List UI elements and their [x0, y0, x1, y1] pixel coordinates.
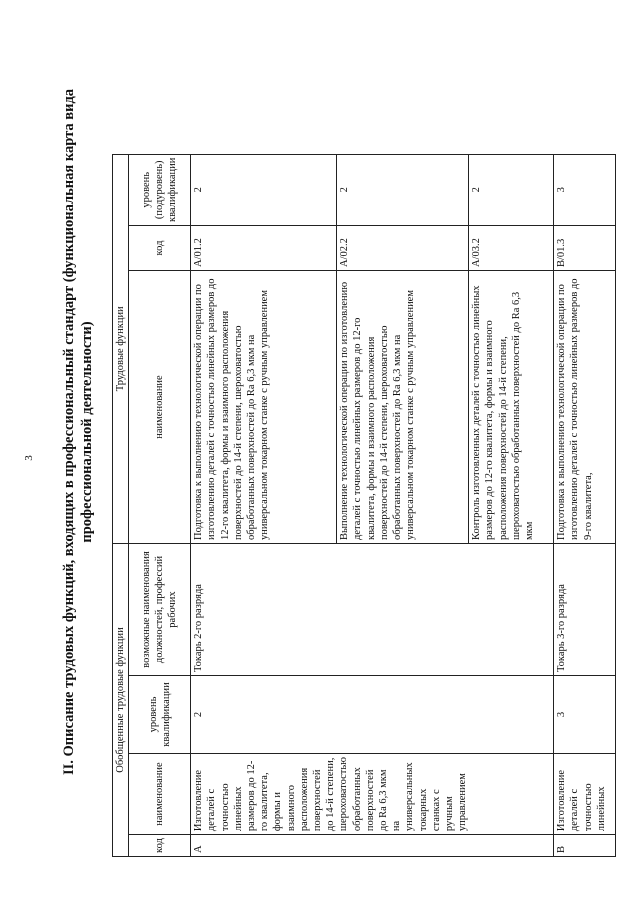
function-a02-code: A/02.2: [337, 226, 469, 271]
function-a02-level: 2: [337, 154, 469, 225]
group-a-code: A: [191, 835, 554, 857]
header-functions: Трудовые функции: [113, 154, 129, 543]
function-a03-level: 2: [469, 154, 554, 225]
function-a02-name: Выполнение технологической операции по изготовлению деталей с точностью линейных размеров до 12-го квалитета, формы и взаимного расположения поверхностей до 14-й степени, шероховатостью обработанных поверхностей до Ra 6,3 мкм на универсальном токарном станке с ручным управлением: [337, 271, 469, 544]
function-a01-code: A/01.2: [191, 226, 337, 271]
group-a-positions: Токарь 2-го разряда: [191, 544, 554, 676]
function-a01-name: Подготовка к выполнению технологической операции по изготовлению деталей с точностью линейных размеров до 12-го квалитета, формы и взаимного расположения поверхностей до 14-й степени, шероховатостью обработанных поверхностей до Ra 6,3 мкм на универсальном токарном станке с ручным управлением: [191, 271, 337, 544]
function-b01-level: 3: [554, 154, 616, 225]
header-function-level: уровень (подуровень) квалификации: [129, 154, 191, 225]
section-title: II. Описание трудовых функций, входящих в профессиональный стандарт (функциональная карта вида профессиональной деятельности): [61, 88, 95, 776]
header-generalized: Обобщенные трудовые функции: [113, 544, 129, 857]
function-a03-name: Контроль изготовленных деталей с точностью линейных размеров до 12-го квалитета, формы и взаимного расположения поверхностей до 14-й степени, шероховатостью обработанных поверхностей до Ra 6,3 мкм: [469, 271, 554, 544]
function-b01-code: B/01.3: [554, 226, 616, 271]
header-level: уровень квалификации: [129, 676, 191, 754]
group-b-level: 3: [554, 676, 616, 754]
header-positions: возможные наименования должностей, профессий рабочих: [129, 544, 191, 676]
function-a01-level: 2: [191, 154, 337, 225]
function-b01-name: Подготовка к выполнению технологической операции по изготовлению деталей с точностью линейных размеров до 9-го квалитета,: [554, 271, 616, 544]
group-a-level: 2: [191, 676, 554, 754]
functional-map-table: [112, 154, 616, 857]
header-name: наименование: [129, 754, 191, 835]
page-number: 3: [22, 455, 35, 461]
header-code: код: [129, 835, 191, 857]
function-a03-code: A/03.2: [469, 226, 554, 271]
group-b-code: B: [554, 835, 616, 857]
group-a-name: Изготовление деталей с точностью линейных размеров до 12-го квалитета, формы и взаимного расположения поверхностей до 14-й степени, шероховатостью обработанных поверхностей до Ra 6,3 мкм на универсальных токарных станках с ручным управлением: [191, 754, 554, 835]
group-b-name: Изготовление деталей с точностью линейных: [554, 754, 616, 835]
group-b-positions: Токарь 3-го разряда: [554, 544, 616, 676]
header-function-code: код: [129, 226, 191, 271]
header-function-name: наименование: [129, 271, 191, 544]
